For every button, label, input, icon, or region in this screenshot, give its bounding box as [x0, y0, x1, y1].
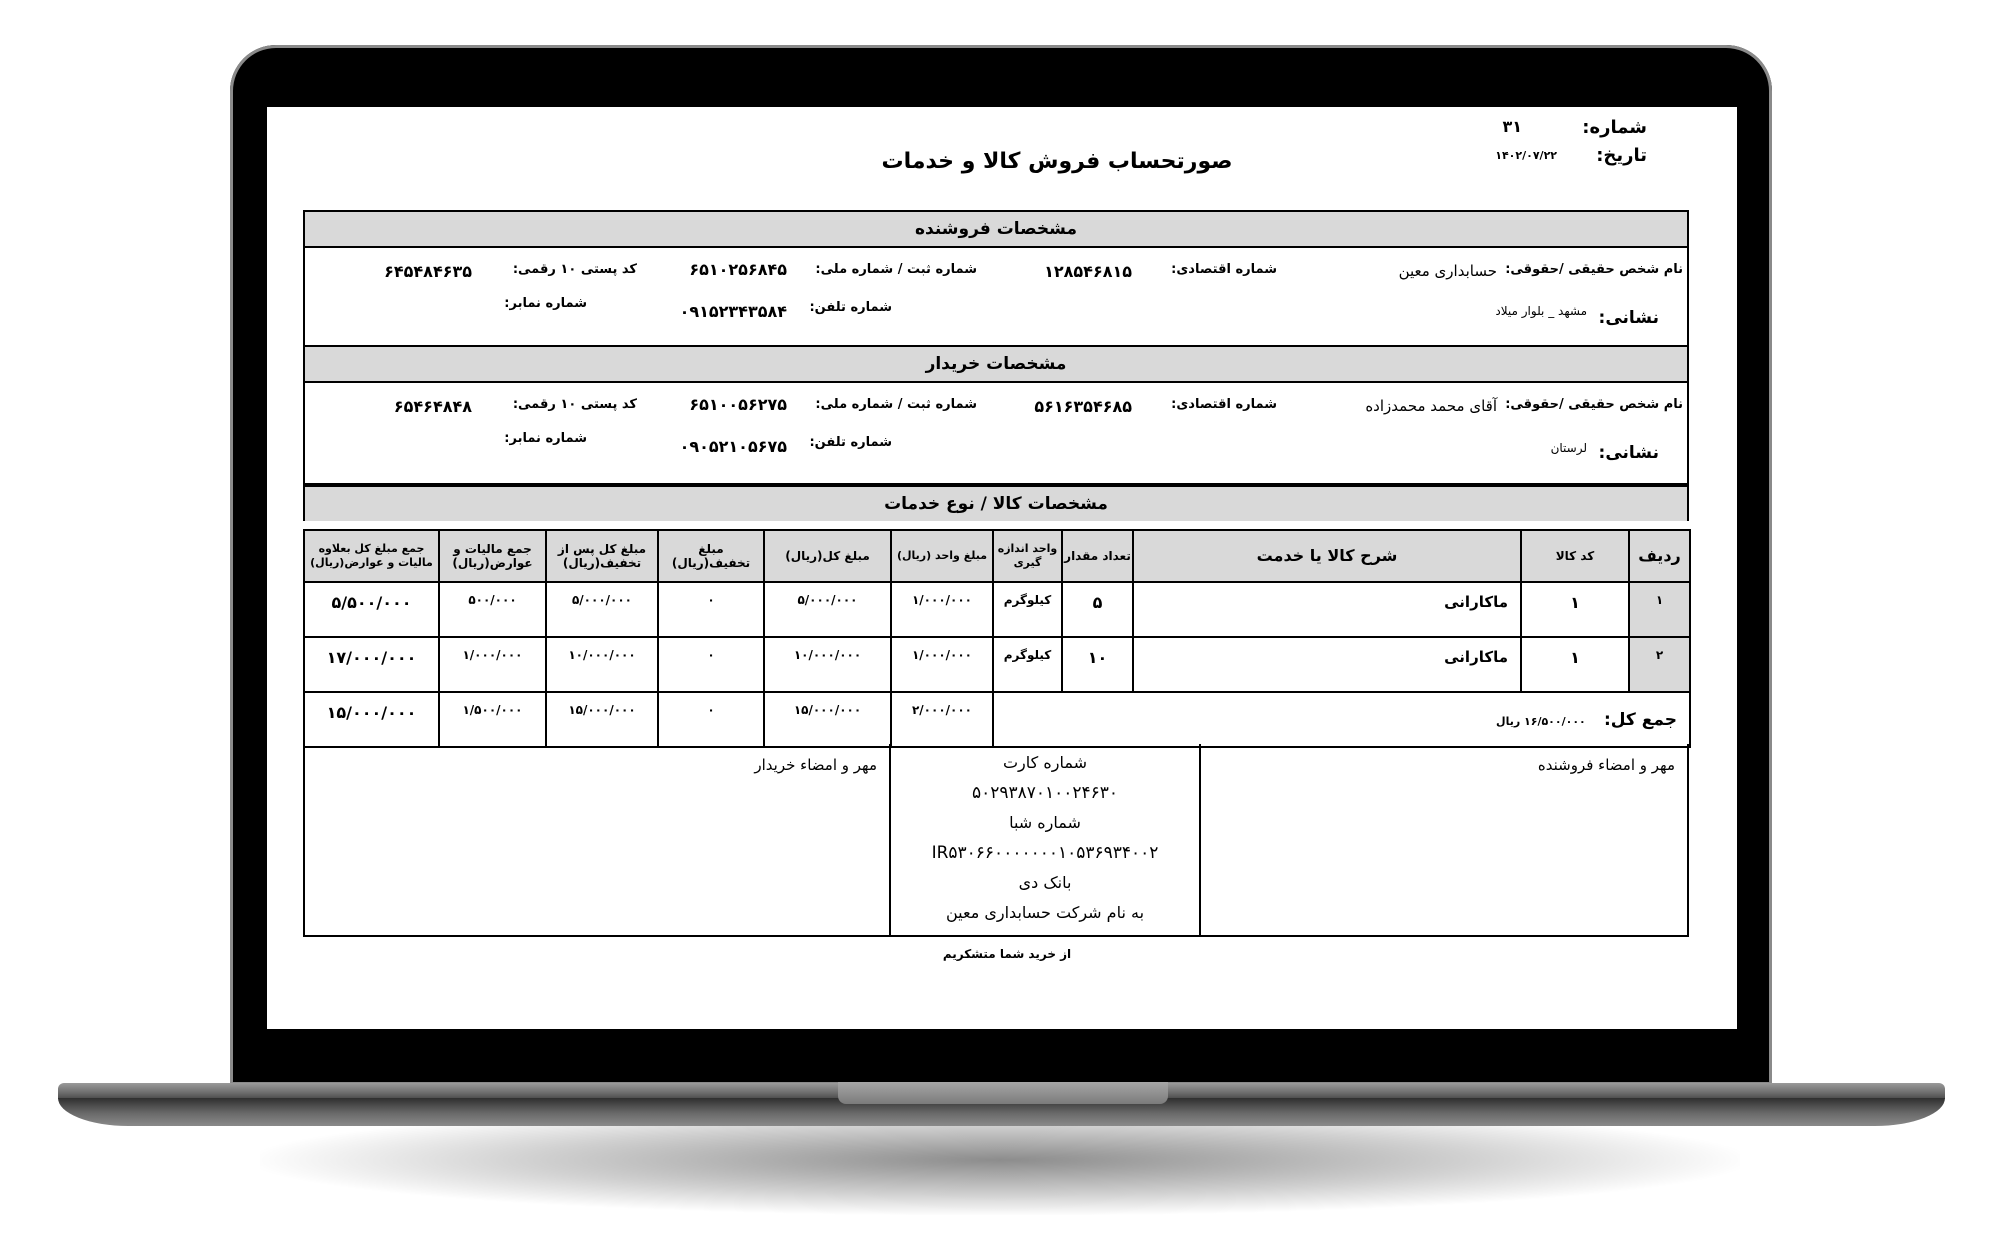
totals-value: ۱۶/۵۰۰/۰۰۰ ریال: [1496, 714, 1586, 728]
cell-unit-price: ۱/۰۰۰/۰۰۰: [891, 582, 993, 637]
cell-grand: ۵/۵۰۰/۰۰۰: [304, 582, 439, 637]
totals-summary: [993, 692, 1690, 747]
invoice-date-value: ۱۴۰۲/۰۷/۲۲: [1495, 149, 1557, 162]
buyer-address-value: لرستان: [1550, 441, 1587, 455]
seller-name-value: حسابداری معین: [1398, 262, 1497, 280]
cell-tax: ۱/۰۰۰/۰۰۰: [439, 637, 546, 692]
invoice-document: [267, 107, 1737, 1029]
seller-signature-box: [1199, 744, 1687, 935]
col-total: مبلغ کل(ریال): [764, 530, 891, 582]
seller-postal-label: کد پستی ۱۰ رقمی:: [512, 262, 637, 277]
seller-section: [303, 210, 1689, 350]
col-after-discount: مبلغ کل پس از تخفیف(ریال): [546, 530, 658, 582]
items-header-row: [304, 530, 1690, 582]
buyer-economic-label: شماره اقتصادی:: [1171, 397, 1277, 412]
col-grand: جمع مبلغ کل بعلاوه مالیات و عوارض(ریال): [304, 530, 439, 582]
cell-quantity: ۱۰: [1062, 637, 1133, 692]
col-unit: واحد اندازه گیری: [993, 530, 1062, 582]
totals-after-discount: ۱۵/۰۰۰/۰۰۰: [546, 692, 658, 747]
items-section-title: مشخصات کالا / نوع خدمات: [305, 487, 1687, 521]
cell-unit: کیلوگرم: [993, 637, 1062, 692]
items-table: [303, 529, 1691, 748]
cell-total: ۵/۰۰۰/۰۰۰: [764, 582, 891, 637]
table-row: [304, 582, 1690, 637]
seller-signature-label: مهر و امضاء فروشنده: [1537, 756, 1675, 774]
totals-total: ۱۵/۰۰۰/۰۰۰: [764, 692, 891, 747]
col-quantity: تعداد مقدار: [1062, 530, 1133, 582]
buyer-section: [303, 345, 1689, 485]
cell-row: ۲: [1629, 637, 1690, 692]
laptop-notch: [838, 1082, 1168, 1104]
seller-postal-value: ۶۴۵۴۸۴۶۳۵: [384, 262, 472, 281]
buyer-postal-label: کد پستی ۱۰ رقمی:: [512, 397, 637, 412]
sheba-label: شماره شبا: [1009, 813, 1081, 832]
seller-address-label: نشانی:: [1598, 308, 1659, 328]
buyer-registration-value: ۶۵۱۰۰۵۶۲۷۵: [689, 395, 787, 414]
buyer-name-value: آقای محمد محمدزاده: [1365, 397, 1497, 415]
cell-tax: ۵۰۰/۰۰۰: [439, 582, 546, 637]
totals-label: جمع کل:: [1603, 709, 1677, 730]
totals-unit-price: ۲/۰۰۰/۰۰۰: [891, 692, 993, 747]
invoice-date-label: تاریخ:: [1596, 145, 1647, 166]
cell-unit-price: ۱/۰۰۰/۰۰۰: [891, 637, 993, 692]
seller-name-label: نام شخص حقیقی /حقوقی:: [1505, 262, 1683, 277]
seller-address-value: مشهد _ بلوار میلاد: [1495, 304, 1587, 318]
totals-grand: ۱۵/۰۰۰/۰۰۰: [304, 692, 439, 747]
seller-phone-value: ۰۹۱۵۲۳۴۳۵۸۴: [679, 302, 787, 321]
seller-registration-value: ۶۵۱۰۲۵۶۸۴۵: [689, 260, 787, 279]
buyer-phone-label: شماره تلفن:: [809, 435, 892, 450]
col-unit-price: مبلغ واحد (ریال): [891, 530, 993, 582]
invoice-number-label: شماره:: [1582, 117, 1647, 138]
col-row: ردیف: [1629, 530, 1690, 582]
cell-row: ۱: [1629, 582, 1690, 637]
buyer-phone-value: ۰۹۰۵۲۱۰۵۶۷۵: [679, 437, 787, 456]
table-row: [304, 637, 1690, 692]
cell-description: ماکارانی: [1133, 582, 1521, 637]
cell-quantity: ۵: [1062, 582, 1133, 637]
cell-code: ۱: [1521, 582, 1629, 637]
signature-section: [303, 744, 1689, 937]
col-description: شرح کالا یا خدمت: [1133, 530, 1521, 582]
col-tax: جمع مالیات و عوارض(ریال): [439, 530, 546, 582]
bank-info-box: [889, 744, 1199, 935]
cell-unit: کیلوگرم: [993, 582, 1062, 637]
buyer-address-label: نشانی:: [1598, 443, 1659, 463]
invoice-title: صورتحساب فروش کالا و خدمات: [881, 149, 1233, 174]
cell-discount: ۰: [658, 582, 764, 637]
cell-grand: ۱۷/۰۰۰/۰۰۰: [304, 637, 439, 692]
col-code: کد کالا: [1521, 530, 1629, 582]
seller-economic-value: ۱۲۸۵۴۶۸۱۵: [1044, 262, 1132, 281]
totals-tax: ۱/۵۰۰/۰۰۰: [439, 692, 546, 747]
cell-after-discount: ۱۰/۰۰۰/۰۰۰: [546, 637, 658, 692]
col-discount: مبلغ تخفیف(ریال): [658, 530, 764, 582]
buyer-postal-value: ۶۵۴۶۴۸۴۸: [393, 397, 472, 416]
seller-fax-label: شماره نمابر:: [504, 296, 587, 311]
card-label: شماره کارت: [1002, 753, 1087, 772]
card-number: ۵۰۲۹۳۸۷۰۱۰۰۲۴۶۳۰: [971, 783, 1119, 803]
seller-economic-label: شماره اقتصادی:: [1171, 262, 1277, 277]
account-owner: به نام شرکت حسابداری معین: [945, 903, 1145, 922]
cell-total: ۱۰/۰۰۰/۰۰۰: [764, 637, 891, 692]
bank-name: بانک دی: [1018, 873, 1072, 892]
cell-after-discount: ۵/۰۰۰/۰۰۰: [546, 582, 658, 637]
sheba-number: IR۵۳۰۶۶۰۰۰۰۰۰۰۱۰۵۳۶۹۳۴۰۰۲: [931, 843, 1159, 863]
buyer-name-label: نام شخص حقیقی /حقوقی:: [1505, 397, 1683, 412]
buyer-economic-value: ۵۶۱۶۳۵۴۶۸۵: [1034, 397, 1132, 416]
seller-phone-label: شماره تلفن:: [809, 300, 892, 315]
seller-registration-label: شماره ثبت / شماره ملی:: [815, 262, 977, 277]
thank-you-note: از خرید شما متشکریم: [942, 947, 1072, 961]
cell-code: ۱: [1521, 637, 1629, 692]
buyer-signature-label: مهر و امضاء خریدار: [754, 756, 877, 774]
totals-row: [304, 692, 1690, 747]
cell-discount: ۰: [658, 637, 764, 692]
buyer-fax-label: شماره نمابر:: [504, 431, 587, 446]
buyer-section-title: مشخصات خریدار: [305, 345, 1687, 383]
cell-description: ماکارانی: [1133, 637, 1521, 692]
totals-discount: ۰: [658, 692, 764, 747]
invoice-number-value: ۳۱: [1502, 117, 1522, 136]
buyer-registration-label: شماره ثبت / شماره ملی:: [815, 397, 977, 412]
buyer-signature-box: [305, 744, 889, 935]
laptop-screen: [267, 107, 1737, 1029]
items-section: [303, 485, 1689, 521]
seller-section-title: مشخصات فروشنده: [305, 212, 1687, 248]
